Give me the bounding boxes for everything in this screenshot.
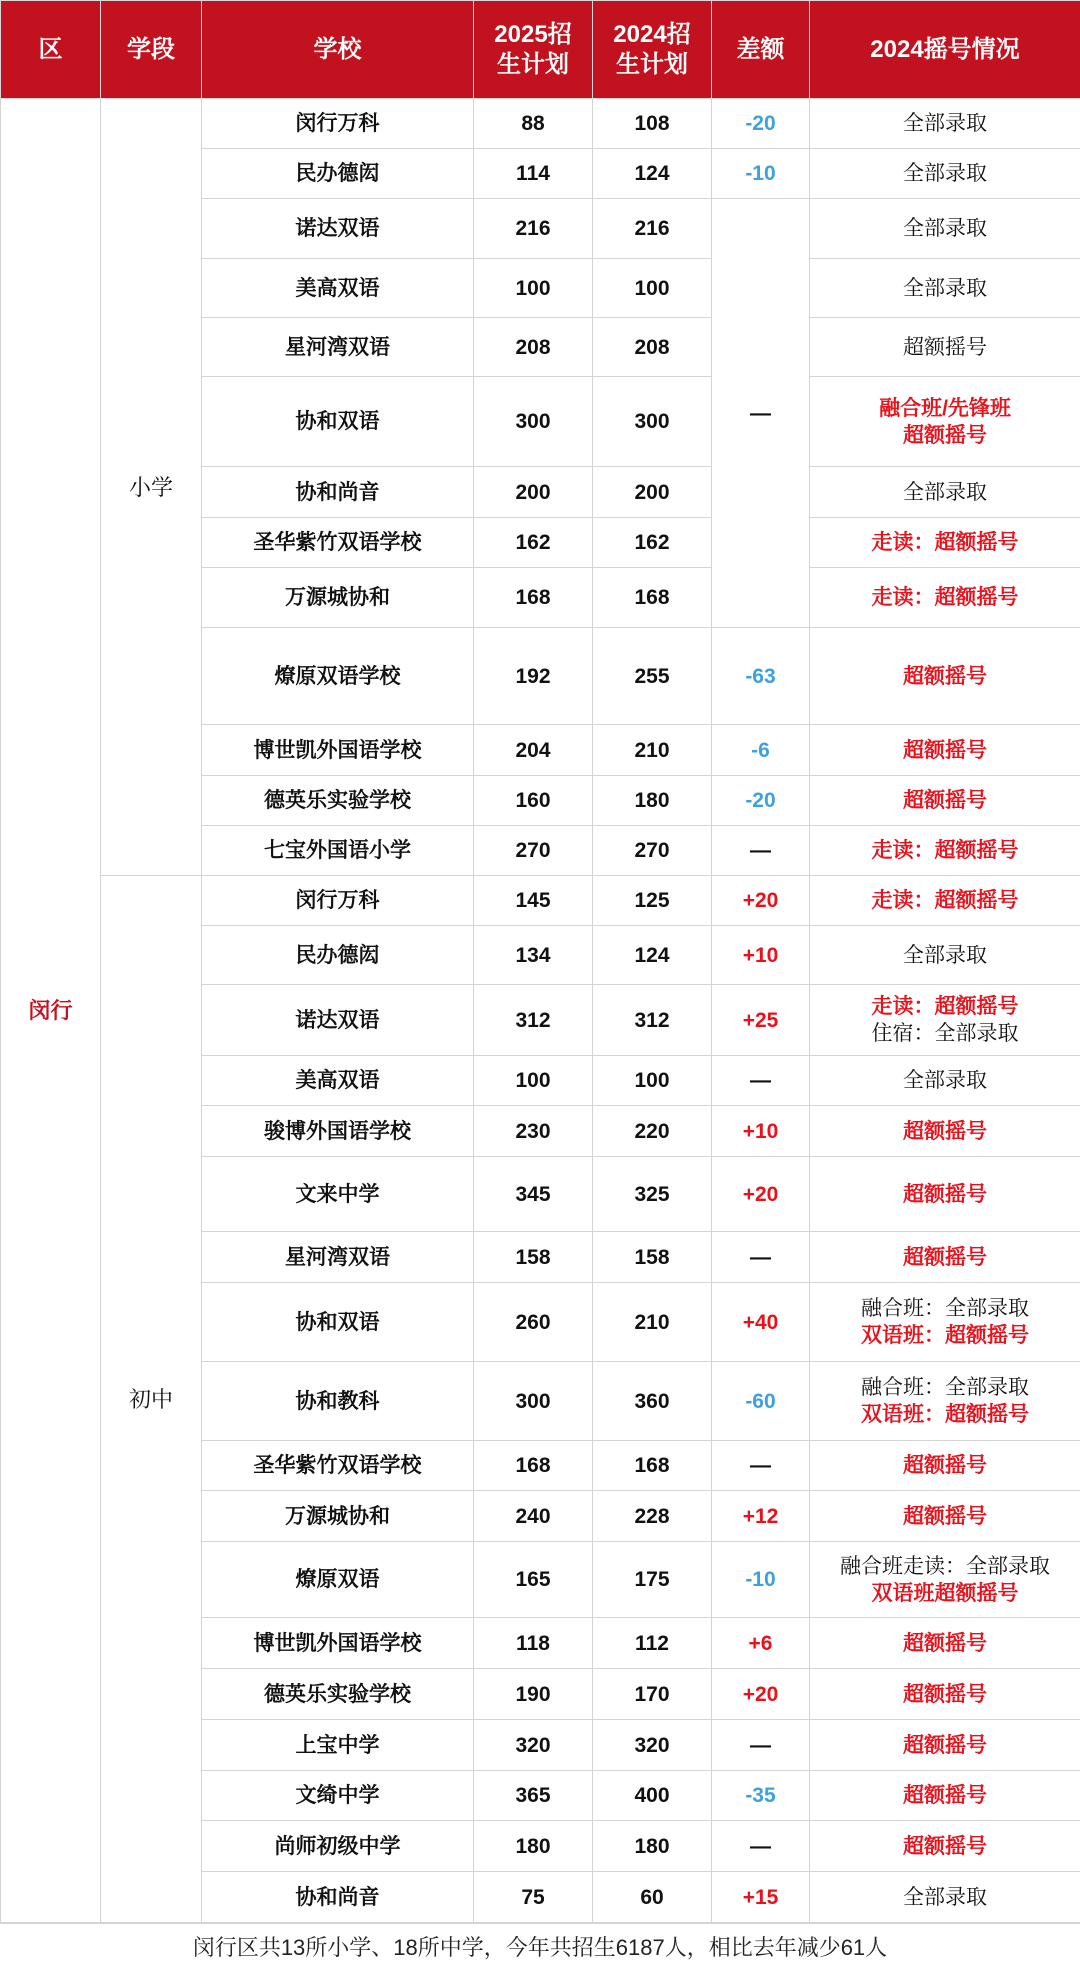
lottery-text: 走读：超额摇号 (810, 837, 1080, 864)
plan-2024-cell: 112 (593, 1618, 712, 1669)
diff-cell: — (712, 1821, 810, 1872)
lottery-text: 超额摇号 (810, 1833, 1080, 1860)
plan-2024-cell: 168 (593, 568, 712, 628)
diff-cell: -10 (712, 149, 810, 199)
plan-2025-cell: 216 (474, 199, 593, 259)
diff-cell: +12 (712, 1491, 810, 1542)
lottery-text: 超额摇号 (810, 422, 1080, 449)
plan-2024-cell: 255 (593, 628, 712, 725)
lottery-cell (810, 318, 1080, 377)
plan-2024-cell: 108 (593, 99, 712, 149)
lottery-text: 融合班：全部录取 (810, 1374, 1080, 1401)
plan-2024-cell: 270 (593, 826, 712, 876)
table-row (1, 876, 1080, 926)
school-name-cell: 上宝中学 (202, 1720, 474, 1771)
header-plan-2024-line1: 2024招 (593, 20, 711, 50)
lottery-cell (810, 1106, 1080, 1157)
lottery-cell (810, 1821, 1080, 1872)
plan-2025-cell: 180 (474, 1821, 593, 1872)
school-name-cell: 闵行万科 (202, 99, 474, 149)
plan-2024-cell: 100 (593, 259, 712, 318)
plan-2024-cell: 220 (593, 1106, 712, 1157)
plan-2025-cell: 158 (474, 1232, 593, 1283)
plan-2024-cell: 100 (593, 1056, 712, 1106)
plan-2025-cell: 320 (474, 1720, 593, 1771)
lottery-text: 超额摇号 (810, 334, 1080, 361)
plan-2024-cell: 125 (593, 876, 712, 926)
school-name-cell: 博世凯外国语学校 (202, 1618, 474, 1669)
lottery-text: 双语班超额摇号 (810, 1580, 1080, 1607)
lottery-cell (810, 1771, 1080, 1821)
school-name-cell: 德英乐实验学校 (202, 776, 474, 826)
diff-cell: — (712, 1720, 810, 1771)
plan-2024-cell: 124 (593, 149, 712, 199)
diff-cell: -60 (712, 1362, 810, 1441)
school-name-cell: 圣华紫竹双语学校 (202, 1441, 474, 1491)
plan-2024-cell: 200 (593, 467, 712, 518)
lottery-text: 超额摇号 (810, 1244, 1080, 1271)
diff-cell: -63 (712, 628, 810, 725)
lottery-text: 全部录取 (810, 942, 1080, 969)
plan-2024-cell: 320 (593, 1720, 712, 1771)
lottery-cell (810, 1056, 1080, 1106)
diff-cell: — (712, 199, 810, 628)
plan-2024-cell: 210 (593, 725, 712, 776)
lottery-cell (810, 1542, 1080, 1618)
diff-cell: -20 (712, 776, 810, 826)
lottery-cell (810, 776, 1080, 826)
school-name-cell: 尚师初级中学 (202, 1821, 474, 1872)
plan-2024-cell: 168 (593, 1441, 712, 1491)
plan-2025-cell: 300 (474, 377, 593, 467)
lottery-cell (810, 1362, 1080, 1441)
plan-2025-cell: 118 (474, 1618, 593, 1669)
plan-2025-cell: 260 (474, 1283, 593, 1362)
plan-2024-cell: 360 (593, 1362, 712, 1441)
plan-2024-cell: 175 (593, 1542, 712, 1618)
header-plan-2025 (474, 1, 593, 99)
lottery-cell (810, 926, 1080, 985)
lottery-cell (810, 467, 1080, 518)
header-plan-2025-line2: 生计划 (474, 50, 592, 80)
diff-cell: -20 (712, 99, 810, 149)
diff-cell: +10 (712, 926, 810, 985)
lottery-text: 超额摇号 (810, 1452, 1080, 1479)
school-name-cell: 美高双语 (202, 1056, 474, 1106)
school-name-cell: 协和双语 (202, 377, 474, 467)
diff-cell: -35 (712, 1771, 810, 1821)
lottery-text: 超额摇号 (810, 1118, 1080, 1145)
school-name-cell: 博世凯外国语学校 (202, 725, 474, 776)
lottery-cell (810, 725, 1080, 776)
lottery-text: 双语班：超额摇号 (810, 1322, 1080, 1349)
plan-2025-cell: 88 (474, 99, 593, 149)
lottery-cell (810, 259, 1080, 318)
header-plan-2024 (593, 1, 712, 99)
stage-cell-middle: 初中 (101, 876, 202, 1923)
header-row (1, 1, 1080, 99)
plan-2024-cell: 300 (593, 377, 712, 467)
diff-cell: — (712, 1441, 810, 1491)
lottery-cell (810, 377, 1080, 467)
lottery-text: 全部录取 (810, 479, 1080, 506)
plan-2025-cell: 192 (474, 628, 593, 725)
lottery-cell (810, 1872, 1080, 1923)
header-stage: 学段 (101, 1, 202, 99)
school-name-cell: 民办德闳 (202, 149, 474, 199)
plan-2024-cell: 158 (593, 1232, 712, 1283)
school-name-cell: 协和双语 (202, 1283, 474, 1362)
lottery-text: 全部录取 (810, 1884, 1080, 1911)
plan-2024-cell: 162 (593, 518, 712, 568)
school-name-cell: 诺达双语 (202, 199, 474, 259)
lottery-cell (810, 568, 1080, 628)
school-name-cell: 万源城协和 (202, 568, 474, 628)
diff-cell: -6 (712, 725, 810, 776)
lottery-text: 走读：超额摇号 (810, 584, 1080, 611)
diff-cell: +20 (712, 876, 810, 926)
plan-2025-cell: 100 (474, 1056, 593, 1106)
lottery-text: 全部录取 (810, 1067, 1080, 1094)
lottery-text: 融合班/先锋班 (810, 395, 1080, 422)
lottery-text: 超额摇号 (810, 787, 1080, 814)
stage-cell-primary: 小学 (101, 99, 202, 876)
plan-2025-cell: 75 (474, 1872, 593, 1923)
lottery-text: 超额摇号 (810, 1181, 1080, 1208)
diff-cell: +40 (712, 1283, 810, 1362)
plan-2024-cell: 180 (593, 776, 712, 826)
header-plan-2025-line1: 2025招 (474, 20, 592, 50)
plan-2025-cell: 168 (474, 568, 593, 628)
school-name-cell: 协和尚音 (202, 1872, 474, 1923)
diff-cell: +20 (712, 1669, 810, 1720)
plan-2024-cell: 312 (593, 985, 712, 1056)
school-name-cell: 诺达双语 (202, 985, 474, 1056)
diff-cell: +6 (712, 1618, 810, 1669)
plan-2025-cell: 190 (474, 1669, 593, 1720)
plan-2025-cell: 134 (474, 926, 593, 985)
lottery-cell (810, 876, 1080, 926)
plan-2024-cell: 216 (593, 199, 712, 259)
plan-2025-cell: 168 (474, 1441, 593, 1491)
plan-2025-cell: 230 (474, 1106, 593, 1157)
lottery-cell (810, 1232, 1080, 1283)
plan-2024-cell: 170 (593, 1669, 712, 1720)
lottery-text: 全部录取 (810, 215, 1080, 242)
school-name-cell: 协和尚音 (202, 467, 474, 518)
lottery-text: 走读：超额摇号 (810, 887, 1080, 914)
header-plan-2024-line2: 生计划 (593, 50, 711, 80)
plan-2025-cell: 365 (474, 1771, 593, 1821)
school-name-cell: 文绮中学 (202, 1771, 474, 1821)
plan-2025-cell: 165 (474, 1542, 593, 1618)
plan-2024-cell: 60 (593, 1872, 712, 1923)
lottery-text: 超额摇号 (810, 1732, 1080, 1759)
plan-2025-cell: 208 (474, 318, 593, 377)
lottery-text: 走读：超额摇号 (810, 993, 1080, 1020)
header-diff: 差额 (712, 1, 810, 99)
school-name-cell: 骏博外国语学校 (202, 1106, 474, 1157)
plan-2025-cell: 114 (474, 149, 593, 199)
lottery-cell (810, 826, 1080, 876)
plan-2024-cell: 124 (593, 926, 712, 985)
plan-2025-cell: 162 (474, 518, 593, 568)
diff-cell: +20 (712, 1157, 810, 1232)
diff-cell: — (712, 1056, 810, 1106)
lottery-cell (810, 628, 1080, 725)
lottery-cell (810, 1441, 1080, 1491)
school-name-cell: 万源城协和 (202, 1491, 474, 1542)
school-name-cell: 燎原双语 (202, 1542, 474, 1618)
lottery-text: 全部录取 (810, 160, 1080, 187)
lottery-text: 超额摇号 (810, 1681, 1080, 1708)
lottery-cell (810, 199, 1080, 259)
plan-2024-cell: 228 (593, 1491, 712, 1542)
school-name-cell: 闵行万科 (202, 876, 474, 926)
plan-2025-cell: 312 (474, 985, 593, 1056)
plan-2025-cell: 100 (474, 259, 593, 318)
lottery-cell (810, 1720, 1080, 1771)
plan-2025-cell: 200 (474, 467, 593, 518)
plan-2025-cell: 300 (474, 1362, 593, 1441)
lottery-cell (810, 518, 1080, 568)
school-name-cell: 圣华紫竹双语学校 (202, 518, 474, 568)
lottery-text: 超额摇号 (810, 737, 1080, 764)
school-name-cell: 民办德闳 (202, 926, 474, 985)
plan-2024-cell: 180 (593, 1821, 712, 1872)
plan-2025-cell: 204 (474, 725, 593, 776)
diff-cell: +10 (712, 1106, 810, 1157)
school-name-cell: 德英乐实验学校 (202, 1669, 474, 1720)
lottery-cell (810, 1283, 1080, 1362)
plan-2025-cell: 345 (474, 1157, 593, 1232)
diff-cell: +25 (712, 985, 810, 1056)
plan-2025-cell: 270 (474, 826, 593, 876)
header-district: 区 (1, 1, 101, 99)
district-cell: 闵行 (1, 99, 101, 1923)
header-school: 学校 (202, 1, 474, 99)
lottery-cell (810, 149, 1080, 199)
diff-cell: +15 (712, 1872, 810, 1923)
plan-2024-cell: 210 (593, 1283, 712, 1362)
lottery-text: 融合班走读：全部录取 (810, 1553, 1080, 1580)
school-name-cell: 协和教科 (202, 1362, 474, 1441)
lottery-text: 住宿：全部录取 (810, 1020, 1080, 1047)
lottery-cell (810, 1669, 1080, 1720)
diff-cell: — (712, 826, 810, 876)
school-name-cell: 七宝外国语小学 (202, 826, 474, 876)
lottery-text: 超额摇号 (810, 1782, 1080, 1809)
lottery-cell (810, 1618, 1080, 1669)
lottery-cell (810, 1157, 1080, 1232)
lottery-cell (810, 985, 1080, 1056)
lottery-text: 双语班：超额摇号 (810, 1401, 1080, 1428)
diff-cell: -10 (712, 1542, 810, 1618)
diff-cell: — (712, 1232, 810, 1283)
lottery-text: 融合班：全部录取 (810, 1295, 1080, 1322)
plan-2024-cell: 325 (593, 1157, 712, 1232)
lottery-text: 超额摇号 (810, 1630, 1080, 1657)
school-name-cell: 星河湾双语 (202, 318, 474, 377)
plan-2025-cell: 240 (474, 1491, 593, 1542)
plan-2025-cell: 145 (474, 876, 593, 926)
school-name-cell: 星河湾双语 (202, 1232, 474, 1283)
lottery-text: 全部录取 (810, 110, 1080, 137)
lottery-text: 全部录取 (810, 275, 1080, 302)
summary-footer: 闵行区共13所小学、18所中学，今年共招生6187人，相比去年减少61人 (0, 1923, 1080, 1972)
lottery-cell (810, 99, 1080, 149)
lottery-cell (810, 1491, 1080, 1542)
lottery-text: 走读：超额摇号 (810, 529, 1080, 556)
plan-2024-cell: 208 (593, 318, 712, 377)
school-name-cell: 文来中学 (202, 1157, 474, 1232)
school-name-cell: 燎原双语学校 (202, 628, 474, 725)
plan-2025-cell: 160 (474, 776, 593, 826)
header-lottery: 2024摇号情况 (810, 1, 1080, 99)
lottery-text: 超额摇号 (810, 663, 1080, 690)
table-row (1, 99, 1080, 149)
lottery-text: 超额摇号 (810, 1503, 1080, 1530)
plan-2024-cell: 400 (593, 1771, 712, 1821)
school-name-cell: 美高双语 (202, 259, 474, 318)
